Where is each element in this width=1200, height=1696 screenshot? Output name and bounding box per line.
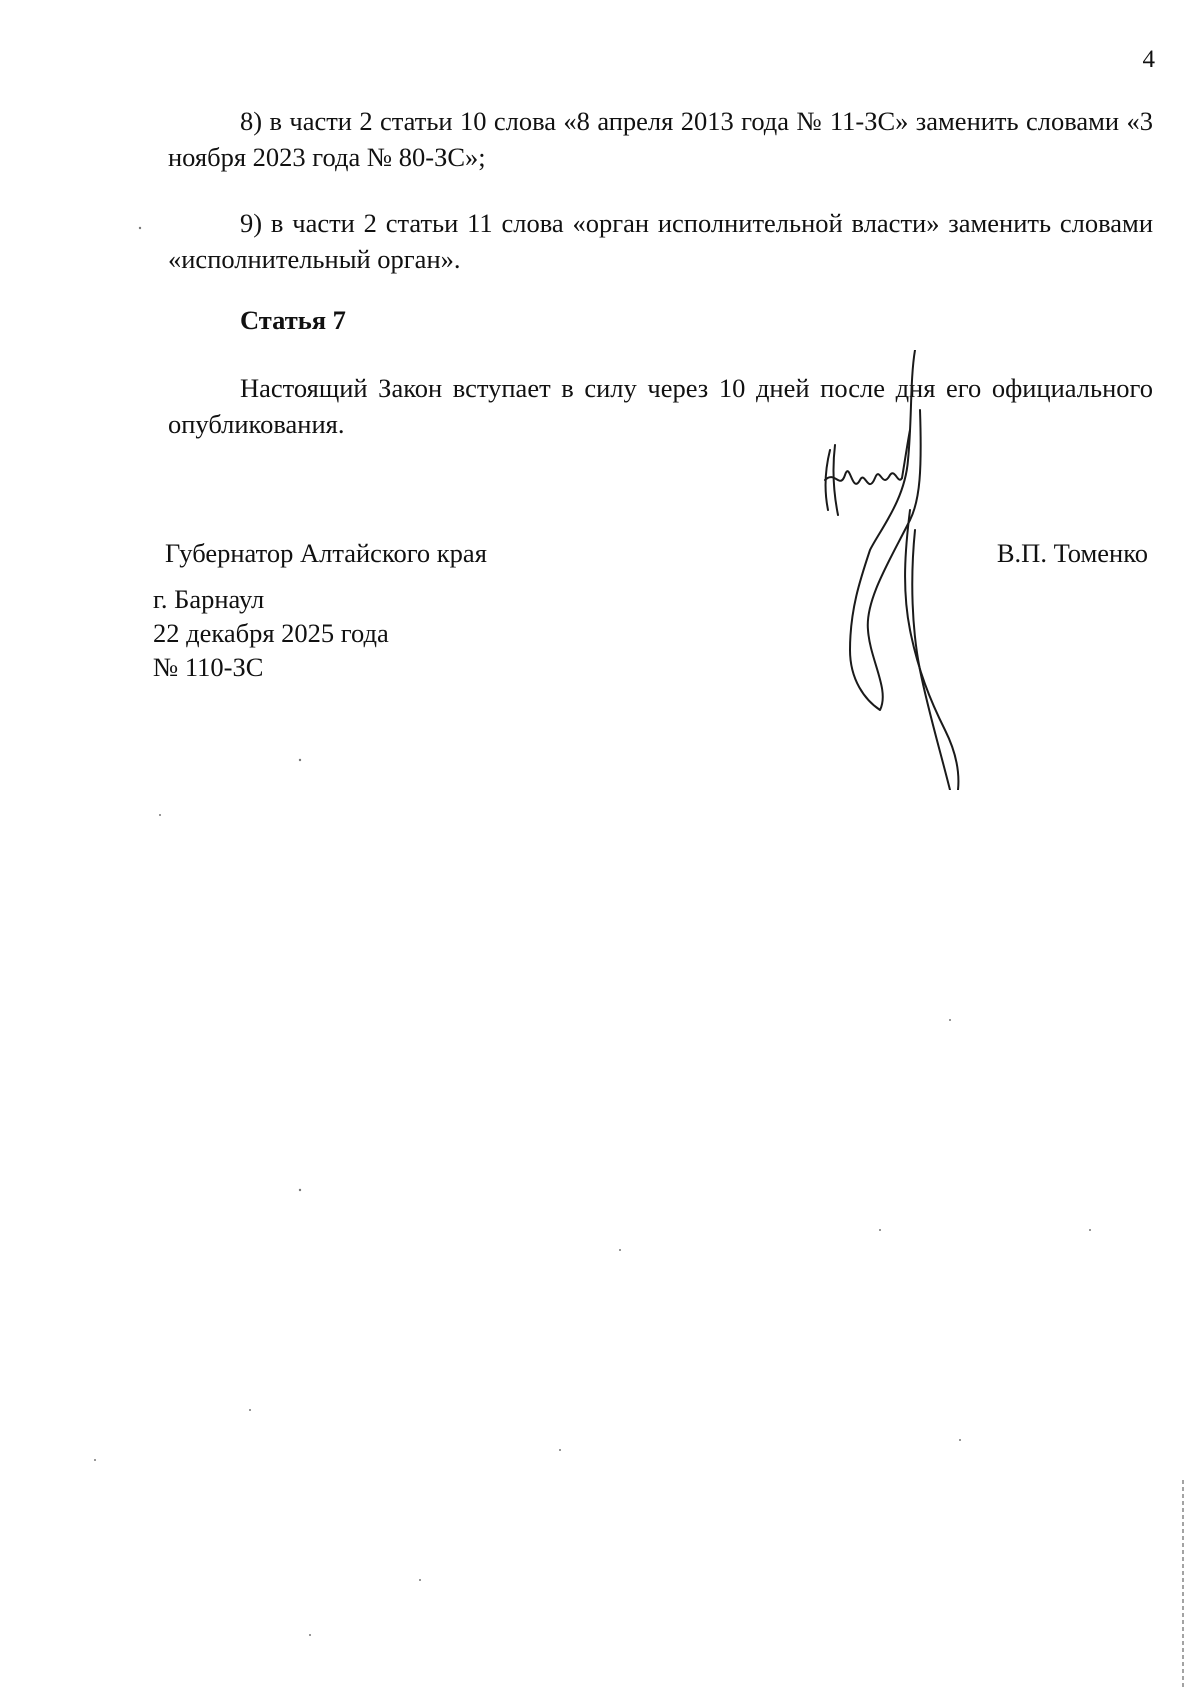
item-8-text: в части 2 статьи 10 слова «8 апреля 2013 года № 11-ЗС» заменить словами «3 ноября 2023 года № 80-ЗС»;: [168, 106, 1153, 172]
place: г. Барнаул: [153, 584, 265, 614]
article-body: Настоящий Закон вступает в силу через 10 дней после дня его официального опубликования.: [168, 373, 1153, 439]
signatory-name: В.П. Томенко: [996, 538, 1148, 568]
date: 22 декабря 2025 года: [153, 618, 389, 648]
item-9-text: в части 2 статьи 11 слова «орган исполнительной власти» заменить словами «исполнительный орган».: [168, 208, 1154, 274]
document-meta: [153, 582, 389, 684]
amendment-item-9: [168, 205, 1153, 277]
item-8-number: 8): [240, 106, 263, 136]
article-text: [168, 370, 1153, 442]
signatory-title: Губернатор Алтайского края: [165, 538, 487, 568]
article-heading: Статья 7: [240, 305, 346, 335]
page-number: 4: [1142, 46, 1155, 73]
item-9-number: 9): [240, 208, 263, 238]
handwritten-signature: [810, 350, 980, 790]
law-number: № 110-ЗС: [153, 652, 264, 682]
amendment-item-8: [168, 103, 1153, 175]
